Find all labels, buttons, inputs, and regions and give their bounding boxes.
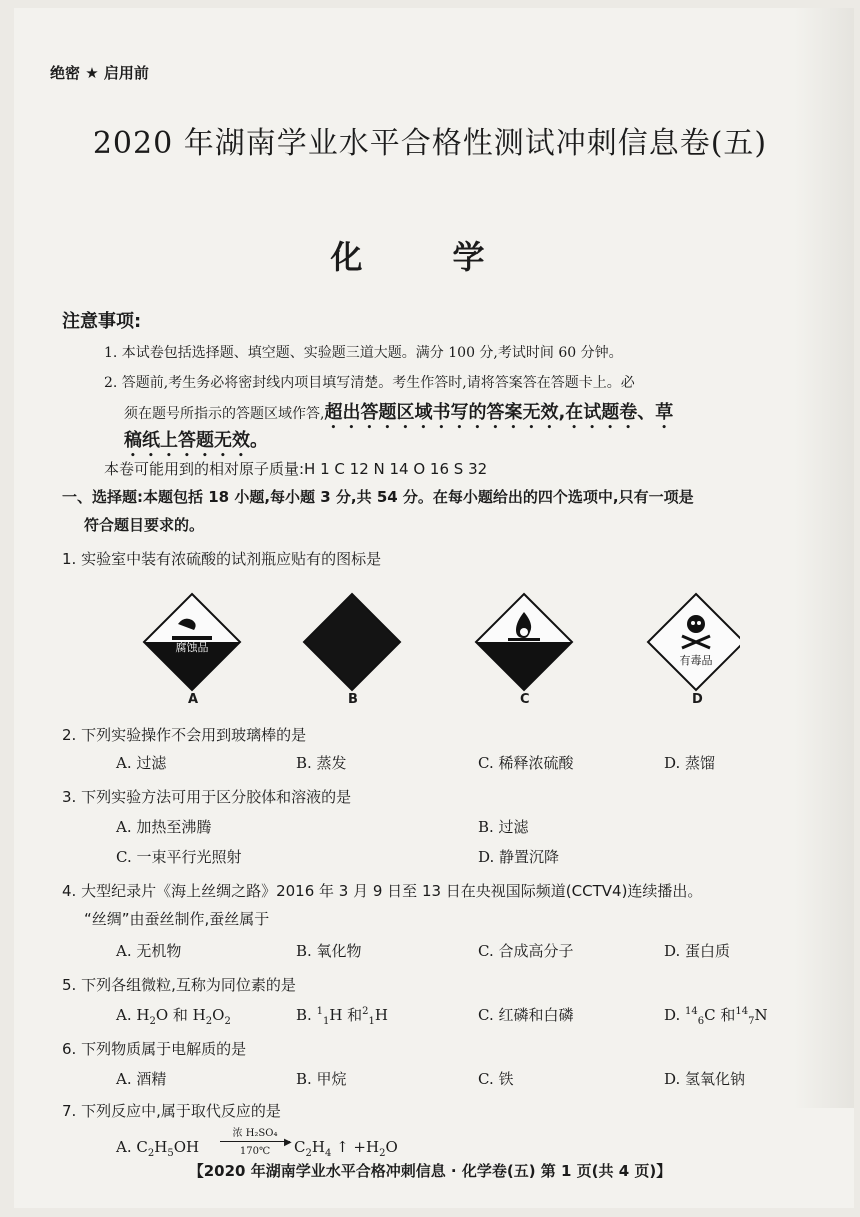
confidential-label: 绝密 ★ 启用前: [50, 64, 149, 82]
exam-title: 2020 年湖南学业水平合格性测试冲刺信息卷(五): [92, 126, 768, 161]
q5-option-c: C. 红磷和白磷: [478, 1006, 574, 1024]
notice-item-2: 2. 答题前,考生务必将密封线内项目填写清楚。考生作答时,请将答案答在答题卡上。必: [104, 375, 635, 391]
q7-option-a: A. $C_2H_5OH$: [116, 1138, 200, 1159]
q5-option-a: A. $H_2O$ 和 $H_2O_2$: [116, 1006, 231, 1027]
toxic-icon: [648, 594, 740, 690]
subject-title: 化学: [330, 238, 575, 276]
corrosive-label: 腐蚀品: [175, 641, 209, 654]
q4-option-a: A. 无机物: [116, 942, 182, 960]
blank-diamond-icon: [304, 594, 400, 690]
q6-option-b: B. 甲烷: [296, 1070, 347, 1088]
question-1: 1. 实验室中装有浓硫酸的试剂瓶应贴有的图标是: [62, 550, 382, 568]
q7-option-a-products: $C_2H_4$ ↑ $+H_2O$: [294, 1138, 398, 1159]
notice-heading: 注意事项:: [62, 311, 142, 332]
q3-option-a: A. 加热至沸腾: [116, 818, 212, 836]
option-a-letter: A: [188, 692, 199, 707]
q4-option-c: C. 合成高分子: [478, 942, 574, 960]
arrow-head: ▶: [284, 1137, 292, 1148]
question-4: 4. 大型纪录片《海上丝绸之路》2016 年 3 月 9 日至 13 日在央视国际频道(CCTV4)连续播出。: [62, 882, 703, 900]
q6-option-c: C. 铁: [478, 1070, 514, 1088]
corrosive-icon: [144, 594, 240, 690]
q3-option-c: C. 一束平行光照射: [116, 848, 242, 866]
option-c-letter: C: [520, 692, 530, 707]
notice-item-1: 1. 本试卷包括选择题、填空题、实验题三道大题。满分 100 分,考试时间 60 分钟。: [104, 345, 623, 361]
question-5: 5. 下列各组微粒,互称为同位素的是: [62, 976, 296, 994]
q4-option-d: D. 蛋白质: [664, 942, 731, 960]
notice-emphasis: 超出答题区域书写的答案无效,在试题卷、草: [324, 402, 674, 423]
reaction-condition-bottom: 170℃: [239, 1146, 271, 1157]
q5-option-d: D. $^{14}_6$C 和$^{14}_7$N: [664, 1006, 768, 1027]
atomic-mass-line: 本卷可能用到的相对原子质量:H 1 C 12 N 14 O 16 S 32: [104, 460, 488, 478]
q2-option-d: D. 蒸馏: [664, 754, 716, 772]
notice-text: 须在题号所指示的答题区域作答,: [124, 406, 325, 422]
question-3: 3. 下列实验方法可用于区分胶体和溶液的是: [62, 788, 352, 806]
q2-option-b: B. 蒸发: [296, 754, 347, 772]
q2-option-a: A. 过滤: [116, 754, 167, 772]
q3-option-d: D. 静置沉降: [478, 848, 560, 866]
q6-option-d: D. 氢氧化钠: [664, 1070, 746, 1088]
question-4-cont: “丝绸”由蚕丝制作,蚕丝属于: [84, 910, 270, 928]
q4-option-b: B. 氧化物: [296, 942, 362, 960]
page-footer: 【2020 年湖南学业水平合格冲刺信息 · 化学卷(五) 第 1 页(共 4 页)】: [188, 1162, 672, 1180]
reaction-arrow: [220, 1141, 290, 1142]
reaction-condition-top: 浓 H₂SO₄: [232, 1128, 278, 1139]
option-d-letter: D: [692, 692, 703, 707]
bleed-through-shadow: [794, 8, 854, 1108]
q6-option-a: A. 酒精: [116, 1070, 167, 1088]
q5-option-b: B. $^1_1$H 和$^2_1$H: [296, 1006, 389, 1027]
question-7: 7. 下列反应中,属于取代反应的是: [62, 1102, 281, 1120]
question-2: 2. 下列实验操作不会用到玻璃棒的是: [62, 726, 307, 744]
section-heading: 一、选择题:本题包括 18 小题,每小题 3 分,共 54 分。在每小题给出的四个选项中,只有一项是: [62, 488, 694, 506]
toxic-label: 有毒品: [679, 654, 713, 667]
q2-option-c: C. 稀释浓硫酸: [478, 754, 574, 772]
flammable-icon: [476, 594, 572, 690]
option-b-letter: B: [348, 692, 358, 707]
notice-emphasis-2: 稿纸上答题无效。: [124, 430, 268, 451]
hazard-icons: [140, 590, 740, 710]
question-6: 6. 下列物质属于电解质的是: [62, 1040, 247, 1058]
q3-option-b: B. 过滤: [478, 818, 529, 836]
section-heading-cont: 符合题目要求的。: [84, 516, 205, 534]
